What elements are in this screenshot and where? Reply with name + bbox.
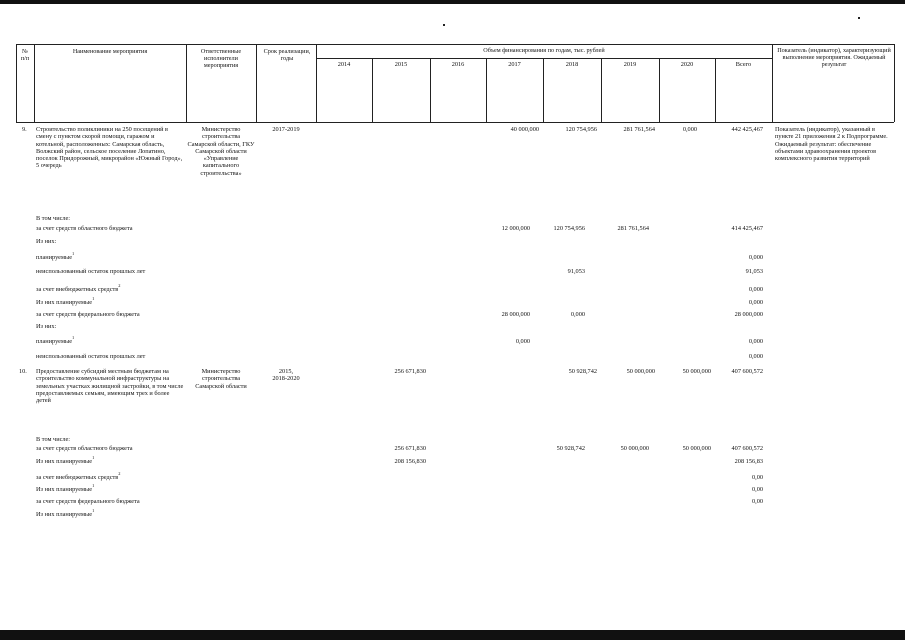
breakdown-value-2019: 281 761,564: [617, 225, 649, 232]
item-value-2015: 256 671,830: [394, 368, 426, 375]
breakdown-value-2018: 0,000: [570, 311, 585, 318]
breakdown-row-label: [36, 251, 75, 261]
header-year: 2014: [337, 61, 351, 68]
col-border: [186, 44, 187, 122]
footnote-mark: 1: [92, 483, 95, 488]
breakdown-label-text: планируемые: [36, 338, 72, 345]
item-value-total: 407 600,572: [731, 368, 763, 375]
footnote-mark: 1: [71, 335, 75, 340]
header-number: № п/п: [20, 48, 30, 63]
breakdown-row-label: [36, 508, 95, 518]
breakdown-label-text: за счет внебюджетных средств: [36, 474, 119, 481]
breakdown-value-2018: 50 928,742: [556, 445, 585, 452]
item-value-2019: 50 000,000: [626, 368, 655, 375]
breakdown-label-text: Из них:: [36, 323, 57, 330]
item-value-2018: 50 928,742: [568, 368, 597, 375]
footnote-mark: 1: [92, 296, 95, 301]
item-value-2018: 120 754,956: [565, 126, 597, 133]
breakdown-row-label: [36, 471, 121, 481]
breakdown-row-label: [36, 238, 56, 245]
header-term: Срок реализации, годы: [263, 48, 311, 63]
footnote-mark: 2: [118, 471, 121, 476]
breakdown-value-total: 91,053: [745, 268, 763, 275]
breakdown-label-text: неиспользованный остаток прошлых лет: [36, 268, 146, 275]
breakdown-label-text: Из них планируемые: [36, 299, 93, 306]
breakdown-row-label: [36, 353, 145, 360]
footnote-mark: 1: [71, 251, 75, 256]
breakdown-row-label: [36, 215, 70, 222]
item-value-2019: 281 761,564: [623, 126, 655, 133]
breakdown-label-text: неиспользованный остаток прошлых лет: [36, 353, 146, 360]
breakdown-label-text: В том числе:: [36, 215, 71, 222]
footnote-mark: 2: [118, 283, 121, 288]
breakdown-label-text: В том числе:: [36, 436, 71, 443]
breakdown-value-2015: 256 671,830: [394, 445, 426, 452]
header-indicator: Показатель (индикатор), характеризующий выполнение мероприятия. Ожидаемый результат: [777, 47, 891, 69]
breakdown-value-total: 0,000: [748, 286, 763, 293]
breakdown-value-total: 0,000: [748, 338, 763, 345]
breakdown-row-label: [36, 445, 133, 452]
footnote-mark: 1: [92, 455, 95, 460]
scan-speck: [443, 24, 445, 26]
breakdown-row-label: [36, 225, 133, 232]
breakdown-label-text: за счет средств федерального бюджета: [36, 311, 140, 318]
footnote-mark: 1: [92, 508, 95, 513]
breakdown-value-total: 407 600,572: [731, 445, 763, 452]
item-value-2017: 40 000,000: [510, 126, 539, 133]
breakdown-label-text: Из них планируемые: [36, 511, 93, 518]
breakdown-value-2017: 12 000,000: [501, 225, 530, 232]
breakdown-value-total: 0,000: [748, 299, 763, 306]
breakdown-label-text: Из них планируемые: [36, 486, 93, 493]
breakdown-value-2017: 28 000,000: [501, 311, 530, 318]
header-year: 2020: [680, 61, 694, 68]
scan-speck: [858, 17, 860, 19]
breakdown-value-total: 414 425,467: [731, 225, 763, 232]
breakdown-label-text: за счет средств областного бюджета: [36, 445, 133, 452]
header-bottom-border: [16, 122, 894, 123]
breakdown-value-total: 0,00: [751, 474, 763, 481]
breakdown-value-total: 208 156,83: [734, 458, 763, 465]
item-value-2020: 50 000,000: [682, 368, 711, 375]
breakdown-row-label: [36, 268, 145, 275]
header-responsible: Ответственные исполнители мероприятия: [200, 48, 242, 70]
col-border: [34, 44, 35, 122]
item-term: 2015, 2018-2020: [272, 368, 300, 383]
header-year: 2017: [508, 61, 521, 68]
item-number: 9.: [22, 126, 27, 133]
item-name: Предоставление субсидий местным бюджетам на строительство коммунальной инфраструктуры на земельных участках жилищной застройки, в том числе предоставляемых семьям, имеющим трех и более детей: [36, 368, 184, 405]
breakdown-value-2017: 0,000: [515, 338, 530, 345]
table-border-top: [16, 44, 894, 45]
breakdown-value-2018: 120 754,956: [553, 225, 585, 232]
breakdown-label-text: планируемые: [36, 254, 72, 261]
item-number: 10.: [19, 368, 27, 375]
breakdown-label-text: за счет средств федерального бюджета: [36, 498, 140, 505]
item-value-2020: 0,000: [682, 126, 697, 133]
header-year-total: Всего: [735, 61, 752, 68]
breakdown-row-label: [36, 498, 140, 505]
header-year: 2019: [623, 61, 637, 68]
breakdown-value-total: 28 000,000: [734, 311, 763, 318]
breakdown-row-label: [36, 483, 95, 493]
breakdown-label-text: Из них планируемые: [36, 458, 93, 465]
breakdown-value-2020: 50 000,000: [682, 445, 711, 452]
header-year: 2018: [565, 61, 579, 68]
breakdown-row-label: [36, 323, 56, 330]
item-indicator: Показатель (индикатор), указанный в пункте 21 приложения 2 к Подпрограмме. Ожидаемый результат: обеспечение объектами здравоохранения проектов комплексного развития территорий: [775, 126, 888, 163]
breakdown-row-label: [36, 296, 95, 306]
breakdown-row-label: [36, 455, 95, 465]
breakdown-row-label: [36, 335, 75, 345]
breakdown-value-2019: 50 000,000: [620, 445, 649, 452]
col-border: [772, 44, 773, 122]
breakdown-value-2015: 208 156,830: [394, 458, 426, 465]
header-funding: Объем финансирования по годам, тыс. рублей: [483, 47, 605, 54]
item-responsible: Министерство строительства Самарской области, ГКУ Самарской области «Управление капитального строительства»: [187, 126, 255, 177]
breakdown-label-text: за счет средств областного бюджета: [36, 225, 133, 232]
breakdown-row-label: [36, 436, 70, 443]
scan-border-bottom: [0, 630, 905, 640]
breakdown-value-total: 0,00: [751, 486, 763, 493]
col-border: [894, 44, 895, 122]
header-year: 2016: [451, 61, 465, 68]
breakdown-value-2018: 91,053: [567, 268, 585, 275]
item-term: 2017-2019: [272, 126, 300, 133]
breakdown-label-text: за счет внебюджетных средств: [36, 286, 119, 293]
header-year: 2015: [394, 61, 408, 68]
breakdown-value-total: 0,000: [748, 353, 763, 360]
years-header-divider: [316, 58, 772, 59]
breakdown-value-total: 0,00: [751, 498, 763, 505]
breakdown-row-label: [36, 311, 140, 318]
breakdown-label-text: Из них:: [36, 238, 57, 245]
item-value-total: 442 425,467: [731, 126, 763, 133]
scan-border-top: [0, 0, 905, 4]
header-name: Наименование мероприятия: [72, 48, 148, 55]
item-name: Строительство поликлиники на 250 посещений в смену с пунктом скорой помощи, гаражом и котельной, расположенных: Самарская область, Волжский район, сельское поселение Лопатино, поселок Придорожный, микрорайон «Южный Город», 5 очередь: [36, 126, 183, 170]
breakdown-value-total: 0,000: [748, 254, 763, 261]
item-responsible: Министерство строительства Самарской области: [195, 368, 247, 390]
breakdown-row-label: [36, 283, 121, 293]
